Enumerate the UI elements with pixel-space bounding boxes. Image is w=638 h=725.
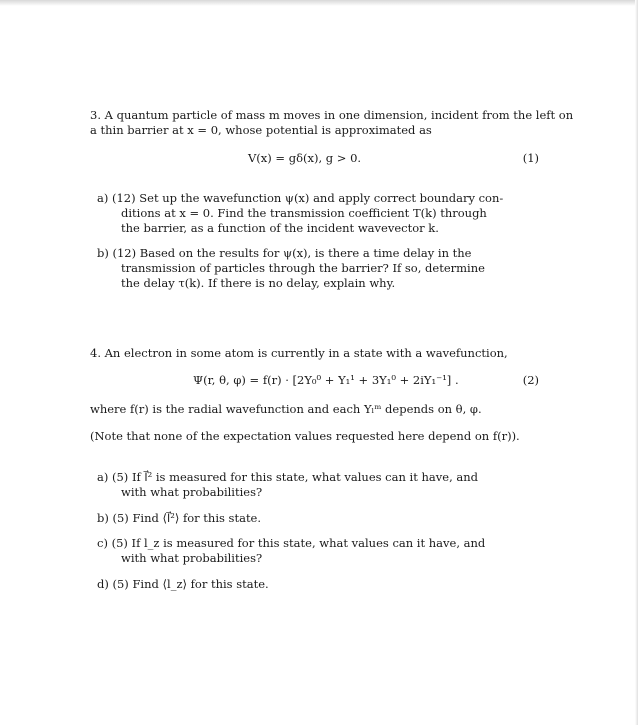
problem-3-intro-line-1: 3. A quantum particle of mass m moves in one dimension, incident from the left on [90,108,574,122]
problem-4-part-d-line-1: d) (5) Find ⟨l_z⟩ for this state. [97,577,269,591]
problem-4-note-line: (Note that none of the expectation values requested here depend on f(r)). [90,429,520,443]
problem-4-part-c-line-2: with what probabilities? [121,551,263,565]
problem-4-intro-line-1: 4. An electron in some atom is currently in a state with a wavefunction, [90,346,508,360]
problem-3-part-b-line-3: the delay τ(k). If there is no delay, explain why. [121,276,396,290]
scan-top-edge [0,0,638,6]
problem-4-part-b-line-1: b) (5) Find ⟨l⃗²⟩ for this state. [97,511,262,525]
problem-3-part-a-line-1: a) (12) Set up the wavefunction ψ(x) and apply correct boundary con- [97,191,504,205]
problem-4-part-c-line-1: c) (5) If l_z is measured for this state, what values can it have, and [97,536,486,550]
problem-4-part-a-line-1: a) (5) If l⃗² is measured for this state, what values can it have, and [97,470,478,484]
problem-4-equation-number: (2) [522,373,539,387]
problem-4-part-a-line-2: with what probabilities? [121,485,263,499]
problem-3-equation-number: (1) [522,151,539,165]
problem-3-part-b-line-2: transmission of particles through the barrier? If so, determine [121,261,485,275]
problem-3-part-b-line-1: b) (12) Based on the results for ψ(x), is there a time delay in the [97,246,472,260]
problem-4-where-line: where f(r) is the radial wavefunction and each Yₗᵐ depends on θ, φ. [90,402,482,416]
problem-3-equation: V(x) = gδ(x), g > 0. [248,151,362,165]
problem-3-part-a-line-2: ditions at x = 0. Find the transmission coefficient T(k) through [121,206,487,220]
problem-3-part-a-line-3: the barrier, as a function of the incident wavevector k. [121,221,439,235]
problem-3-intro-line-2: a thin barrier at x = 0, whose potential is approximated as [90,123,432,137]
problem-4-equation: Ψ(r, θ, φ) = f(r) · [2Y₀⁰ + Y₁¹ + 3Y₁⁰ + 2iY₁⁻¹] . [193,373,459,387]
